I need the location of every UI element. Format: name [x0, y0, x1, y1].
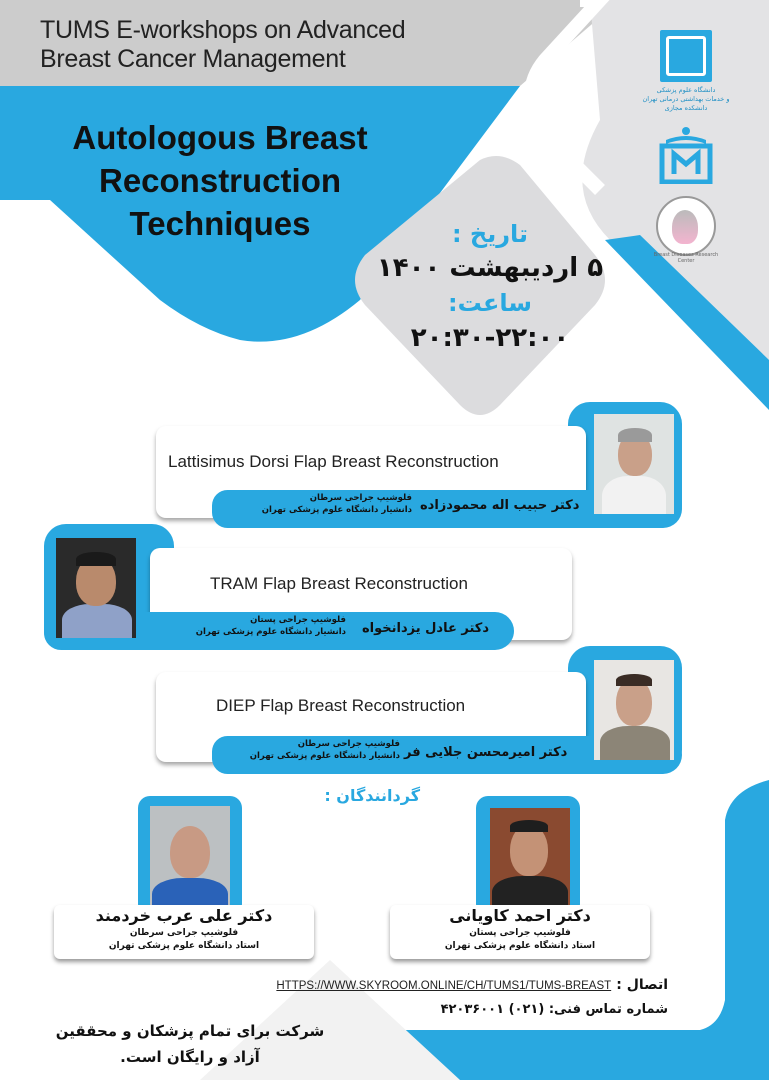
speaker2-role-line2: دانشیار دانشگاه علوم پزشکی تهران [195, 627, 346, 637]
connect-label: اتصال : [616, 977, 668, 993]
speaker3-role-line2: دانشیار دانشگاه علوم پزشکی تهران [249, 751, 400, 761]
workshop-title-line3: Techniques [129, 205, 311, 242]
speaker1-topic: Lattisimus Dorsi Flap Breast Reconstruction [168, 452, 499, 471]
speaker1-role [216, 492, 412, 516]
organizer1-name: دکتر علی عرب خردمند [95, 906, 273, 925]
breast-research-center-logo-icon [656, 196, 716, 256]
phone-label: شماره تماس فنی: [548, 1002, 668, 1017]
logo1-caption-line1: دانشگاه علوم پزشکی [656, 86, 716, 94]
speaker3-name: دکتر امیرمحسن جلایی فر [404, 745, 568, 760]
connect-line [276, 974, 668, 993]
speaker2-role-line1: فلوشیپ جراحی پستان [250, 615, 346, 625]
speaker1-photo [594, 414, 674, 514]
schedule-block [360, 218, 620, 356]
organizer1-role-line2: استاد دانشگاه علوم پزشکی تهران [108, 941, 260, 951]
date-value: ۵ اردیبهشت ۱۴۰۰ [376, 253, 604, 283]
organizer1-photo [150, 806, 230, 912]
speaker3-photo [594, 660, 674, 760]
speaker2-photo [56, 538, 136, 638]
series-title-line1: TUMS E-workshops on Advanced [40, 16, 406, 44]
phone-number: (۰۲۱) ۴۲۰۳۶۰۰۱ [440, 1002, 545, 1017]
skyroom-link[interactable]: HTTPS://WWW.SKYROOM.ONLINE/CH/TUMS1/TUMS-BREAST [276, 980, 612, 992]
tums-logo-icon [660, 30, 712, 82]
organizer2-photo [490, 808, 570, 912]
logo1-caption-line2: و خدمات بهداشتی درمانی تهران [642, 95, 730, 103]
series-title [40, 16, 405, 74]
organizers-title: گردانندگان : [324, 786, 420, 805]
organizer1-role-line1: فلوشیپ جراحی سرطان [129, 928, 239, 938]
free-note-line2: آزاد و رایگان است. [120, 1048, 260, 1066]
workshop-title [40, 116, 400, 245]
organizer1-card [54, 905, 314, 959]
logo1-caption-line3: دانشکده مجازی [664, 104, 708, 112]
free-participation-note [40, 1018, 340, 1070]
imam-khomeini-hospital-logo-icon [658, 126, 714, 184]
speaker1-role-line2: دانشیار دانشگاه علوم پزشکی تهران [261, 505, 412, 515]
speaker1-role-line1: فلوشیپ جراحی سرطان [309, 493, 412, 503]
speaker3-topic: DIEP Flap Breast Reconstruction [216, 696, 466, 715]
speaker2-name: دکتر عادل یزدانخواه [362, 621, 490, 636]
workshop-title-line1: Autologous Breast [72, 119, 368, 156]
organizer2-role-line2: استاد دانشگاه علوم پزشکی تهران [444, 941, 596, 951]
speaker2-role [150, 614, 346, 638]
speaker2-topic: TRAM Flap Breast Reconstruction [210, 574, 468, 593]
phone-line [441, 1002, 668, 1017]
free-note-line1: شرکت برای تمام پزشکان و محققین [55, 1022, 325, 1040]
time-label: ساعت: [447, 289, 532, 317]
speaker1-name: دکتر حبیب اله محمودزاده [420, 498, 580, 513]
organizer2-name: دکتر احمد کاویانی [449, 906, 591, 925]
tums-logo-caption [630, 86, 742, 113]
date-label: تاریخ : [451, 220, 529, 248]
organizer2-card [390, 905, 650, 959]
speaker3-role-line1: فلوشیپ جراحی سرطان [297, 739, 400, 749]
breast-research-center-caption: Breast Diseases Research Center [653, 252, 719, 264]
organizer2-role-line1: فلوشیپ جراحی پستان [469, 928, 571, 938]
workshop-title-line2: Reconstruction [98, 162, 342, 199]
series-title-line2: Breast Cancer Management [40, 45, 346, 73]
time-value: ۲۰:۳۰-۲۲:۰۰ [410, 323, 570, 353]
speaker3-role [216, 738, 400, 762]
